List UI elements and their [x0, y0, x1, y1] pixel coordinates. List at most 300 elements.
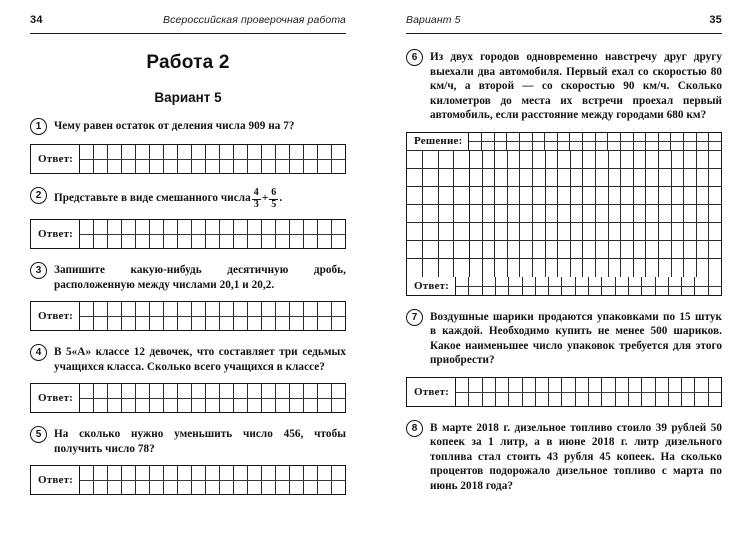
answer-grid[interactable]: [80, 302, 345, 330]
grid-cell[interactable]: [290, 384, 304, 412]
grid-cell[interactable]: [332, 145, 345, 173]
grid-cell[interactable]: [533, 133, 546, 150]
grid-cell[interactable]: [470, 241, 483, 258]
grid-cell[interactable]: [523, 378, 536, 406]
grid-cell[interactable]: [709, 378, 721, 406]
grid-cell[interactable]: [178, 466, 192, 494]
grid-cell[interactable]: [234, 220, 248, 248]
grid-cell[interactable]: [609, 187, 622, 204]
grid-cell[interactable]: [602, 378, 615, 406]
grid-cell[interactable]: [684, 259, 697, 277]
grid-cell[interactable]: [469, 133, 482, 150]
grid-cell[interactable]: [616, 378, 629, 406]
grid-cell[interactable]: [122, 302, 136, 330]
grid-cell[interactable]: [709, 151, 721, 168]
grid-cell[interactable]: [609, 169, 622, 186]
grid-cell[interactable]: [684, 205, 697, 222]
grid-cell[interactable]: [454, 169, 469, 186]
grid-cell[interactable]: [571, 259, 584, 277]
grid-cell[interactable]: [672, 205, 685, 222]
grid-cell[interactable]: [94, 466, 108, 494]
grid-cell[interactable]: [496, 378, 509, 406]
grid-cell[interactable]: [634, 133, 647, 150]
solution-grid-rows[interactable]: [407, 151, 721, 277]
grid-cell[interactable]: [602, 277, 615, 295]
grid-cell[interactable]: [470, 187, 483, 204]
grid-cell[interactable]: [192, 145, 206, 173]
grid-cell[interactable]: [523, 277, 536, 295]
grid-cell[interactable]: [672, 187, 685, 204]
grid-cell[interactable]: [108, 220, 122, 248]
grid-cell[interactable]: [150, 384, 164, 412]
grid-cell[interactable]: [136, 145, 150, 173]
task-2-answer-box[interactable]: [30, 219, 346, 249]
grid-cell[interactable]: [80, 145, 94, 173]
grid-cell[interactable]: [304, 145, 318, 173]
grid-cell[interactable]: [709, 277, 721, 295]
grid-cell[interactable]: [583, 259, 596, 277]
grid-cell[interactable]: [248, 384, 262, 412]
grid-cell[interactable]: [276, 145, 290, 173]
grid-cell[interactable]: [262, 384, 276, 412]
grid-cell[interactable]: [509, 378, 522, 406]
task-7-answer-box[interactable]: [406, 377, 722, 407]
grid-cell[interactable]: [439, 205, 455, 222]
grid-cell[interactable]: [596, 241, 609, 258]
grid-cell[interactable]: [646, 241, 659, 258]
grid-cell[interactable]: [439, 241, 455, 258]
grid-cell[interactable]: [220, 145, 234, 173]
grid-cell[interactable]: [646, 133, 659, 150]
grid-cell[interactable]: [558, 223, 571, 240]
grid-cell[interactable]: [709, 187, 721, 204]
answer-grid[interactable]: [80, 145, 345, 173]
grid-cell[interactable]: [659, 259, 672, 277]
grid-cell[interactable]: [248, 302, 262, 330]
grid-cell[interactable]: [546, 259, 559, 277]
grid-cell[interactable]: [407, 205, 423, 222]
grid-cell[interactable]: [684, 223, 697, 240]
solution-row-left-cells[interactable]: [407, 151, 470, 168]
grid-cell[interactable]: [234, 466, 248, 494]
grid-cell[interactable]: [709, 223, 721, 240]
grid-cell[interactable]: [709, 241, 721, 258]
grid-cell[interactable]: [684, 169, 697, 186]
grid-cell[interactable]: [583, 205, 596, 222]
grid-cell[interactable]: [621, 259, 634, 277]
grid-cell[interactable]: [496, 277, 509, 295]
solution-row[interactable]: [407, 151, 721, 169]
grid-cell[interactable]: [304, 466, 318, 494]
grid-cell[interactable]: [439, 259, 455, 277]
grid-cell[interactable]: [672, 259, 685, 277]
grid-cell[interactable]: [108, 302, 122, 330]
task-5-answer-box[interactable]: [30, 465, 346, 495]
grid-cell[interactable]: [454, 187, 469, 204]
grid-cell[interactable]: [634, 187, 647, 204]
grid-cell[interactable]: [659, 151, 672, 168]
grid-cell[interactable]: [220, 384, 234, 412]
answer-grid[interactable]: [456, 378, 721, 406]
grid-cell[interactable]: [536, 378, 549, 406]
grid-cell[interactable]: [80, 220, 94, 248]
task-4-answer-box[interactable]: [30, 383, 346, 413]
solution-row-cells[interactable]: [470, 259, 721, 277]
grid-cell[interactable]: [697, 169, 710, 186]
grid-cell[interactable]: [470, 169, 483, 186]
grid-cell[interactable]: [621, 223, 634, 240]
grid-cell[interactable]: [596, 205, 609, 222]
grid-cell[interactable]: [558, 187, 571, 204]
grid-cell[interactable]: [646, 187, 659, 204]
solution-row-cells[interactable]: [470, 205, 721, 222]
grid-cell[interactable]: [495, 133, 508, 150]
grid-cell[interactable]: [656, 378, 669, 406]
grid-cell[interactable]: [508, 205, 521, 222]
grid-cell[interactable]: [318, 145, 332, 173]
grid-cell[interactable]: [290, 466, 304, 494]
grid-cell[interactable]: [697, 151, 710, 168]
grid-cell[interactable]: [192, 466, 206, 494]
grid-cell[interactable]: [122, 384, 136, 412]
grid-cell[interactable]: [94, 145, 108, 173]
grid-cell[interactable]: [290, 220, 304, 248]
grid-cell[interactable]: [583, 133, 596, 150]
grid-cell[interactable]: [671, 133, 684, 150]
grid-cell[interactable]: [206, 466, 220, 494]
grid-cell[interactable]: [508, 169, 521, 186]
grid-cell[interactable]: [520, 223, 533, 240]
grid-cell[interactable]: [482, 133, 495, 150]
grid-cell[interactable]: [583, 241, 596, 258]
grid-cell[interactable]: [549, 277, 562, 295]
grid-cell[interactable]: [697, 133, 710, 150]
grid-cell[interactable]: [248, 145, 262, 173]
grid-cell[interactable]: [150, 220, 164, 248]
grid-cell[interactable]: [483, 187, 496, 204]
grid-cell[interactable]: [290, 302, 304, 330]
grid-cell[interactable]: [332, 302, 345, 330]
grid-cell[interactable]: [178, 302, 192, 330]
grid-cell[interactable]: [682, 378, 695, 406]
grid-cell[interactable]: [164, 466, 178, 494]
grid-cell[interactable]: [407, 187, 423, 204]
grid-cell[interactable]: [621, 169, 634, 186]
answer-grid[interactable]: [80, 220, 345, 248]
answer-grid[interactable]: [456, 277, 721, 295]
grid-cell[interactable]: [642, 277, 655, 295]
grid-cell[interactable]: [508, 241, 521, 258]
solution-row-left-cells[interactable]: [407, 205, 470, 222]
grid-cell[interactable]: [304, 302, 318, 330]
grid-cell[interactable]: [262, 302, 276, 330]
grid-cell[interactable]: [483, 151, 496, 168]
grid-cell[interactable]: [709, 169, 721, 186]
grid-cell[interactable]: [609, 151, 622, 168]
grid-cell[interactable]: [571, 223, 584, 240]
grid-cell[interactable]: [659, 169, 672, 186]
grid-cell[interactable]: [178, 220, 192, 248]
grid-cell[interactable]: [423, 187, 439, 204]
grid-cell[interactable]: [483, 223, 496, 240]
grid-cell[interactable]: [318, 384, 332, 412]
grid-cell[interactable]: [423, 223, 439, 240]
grid-cell[interactable]: [469, 277, 482, 295]
grid-cell[interactable]: [80, 384, 94, 412]
grid-cell[interactable]: [318, 302, 332, 330]
grid-cell[interactable]: [634, 169, 647, 186]
grid-cell[interactable]: [672, 241, 685, 258]
solution-answer-row[interactable]: [407, 277, 721, 295]
grid-cell[interactable]: [634, 205, 647, 222]
solution-row[interactable]: [407, 223, 721, 241]
grid-cell[interactable]: [332, 466, 345, 494]
grid-cell[interactable]: [709, 205, 721, 222]
grid-cell[interactable]: [549, 378, 562, 406]
grid-cell[interactable]: [332, 220, 345, 248]
grid-cell[interactable]: [220, 302, 234, 330]
solution-row-left-cells[interactable]: [407, 187, 470, 204]
grid-cell[interactable]: [220, 220, 234, 248]
grid-cell[interactable]: [304, 384, 318, 412]
grid-cell[interactable]: [621, 151, 634, 168]
grid-cell[interactable]: [546, 205, 559, 222]
grid-cell[interactable]: [439, 187, 455, 204]
grid-cell[interactable]: [576, 378, 589, 406]
grid-cell[interactable]: [672, 223, 685, 240]
grid-cell[interactable]: [533, 169, 546, 186]
solution-row-cells[interactable]: [470, 169, 721, 186]
grid-cell[interactable]: [470, 151, 483, 168]
grid-cell[interactable]: [248, 220, 262, 248]
grid-cell[interactable]: [545, 133, 558, 150]
grid-cell[interactable]: [621, 187, 634, 204]
grid-cell[interactable]: [589, 378, 602, 406]
grid-cell[interactable]: [439, 223, 455, 240]
grid-cell[interactable]: [656, 277, 669, 295]
grid-cell[interactable]: [248, 466, 262, 494]
grid-cell[interactable]: [533, 151, 546, 168]
grid-cell[interactable]: [439, 169, 455, 186]
grid-cell[interactable]: [634, 259, 647, 277]
grid-cell[interactable]: [164, 145, 178, 173]
grid-cell[interactable]: [659, 241, 672, 258]
grid-cell[interactable]: [262, 466, 276, 494]
grid-cell[interactable]: [407, 223, 423, 240]
grid-cell[interactable]: [423, 169, 439, 186]
task-3-answer-box[interactable]: [30, 301, 346, 331]
grid-cell[interactable]: [423, 241, 439, 258]
solution-row-left-cells[interactable]: [407, 241, 470, 258]
grid-cell[interactable]: [520, 151, 533, 168]
grid-cell[interactable]: [136, 384, 150, 412]
grid-cell[interactable]: [546, 223, 559, 240]
grid-cell[interactable]: [470, 223, 483, 240]
grid-cell[interactable]: [672, 169, 685, 186]
grid-cell[interactable]: [609, 241, 622, 258]
grid-cell[interactable]: [483, 241, 496, 258]
grid-cell[interactable]: [94, 220, 108, 248]
grid-cell[interactable]: [407, 151, 423, 168]
grid-cell[interactable]: [646, 259, 659, 277]
grid-cell[interactable]: [508, 259, 521, 277]
grid-cell[interactable]: [318, 466, 332, 494]
grid-cell[interactable]: [596, 223, 609, 240]
grid-cell[interactable]: [646, 205, 659, 222]
grid-cell[interactable]: [520, 187, 533, 204]
grid-cell[interactable]: [483, 169, 496, 186]
grid-cell[interactable]: [495, 259, 508, 277]
grid-cell[interactable]: [536, 277, 549, 295]
grid-cell[interactable]: [470, 205, 483, 222]
grid-cell[interactable]: [669, 277, 682, 295]
grid-cell[interactable]: [583, 187, 596, 204]
grid-cell[interactable]: [546, 241, 559, 258]
grid-cell[interactable]: [684, 241, 697, 258]
grid-cell[interactable]: [150, 302, 164, 330]
grid-cell[interactable]: [507, 133, 520, 150]
grid-cell[interactable]: [571, 205, 584, 222]
grid-cell[interactable]: [276, 220, 290, 248]
grid-cell[interactable]: [423, 259, 439, 277]
grid-cell[interactable]: [469, 378, 482, 406]
grid-cell[interactable]: [533, 241, 546, 258]
grid-cell[interactable]: [164, 220, 178, 248]
grid-cell[interactable]: [509, 277, 522, 295]
grid-cell[interactable]: [423, 151, 439, 168]
grid-cell[interactable]: [454, 259, 469, 277]
grid-cell[interactable]: [495, 169, 508, 186]
grid-cell[interactable]: [589, 277, 602, 295]
grid-cell[interactable]: [439, 151, 455, 168]
grid-cell[interactable]: [642, 378, 655, 406]
grid-cell[interactable]: [454, 151, 469, 168]
grid-cell[interactable]: [136, 466, 150, 494]
grid-cell[interactable]: [164, 384, 178, 412]
grid-cell[interactable]: [234, 145, 248, 173]
grid-cell[interactable]: [709, 133, 721, 150]
grid-cell[interactable]: [407, 241, 423, 258]
grid-cell[interactable]: [659, 133, 672, 150]
grid-cell[interactable]: [262, 145, 276, 173]
grid-cell[interactable]: [697, 223, 710, 240]
task-1-answer-box[interactable]: [30, 144, 346, 174]
grid-cell[interactable]: [562, 277, 575, 295]
solution-row-cells[interactable]: [470, 151, 721, 168]
grid-cell[interactable]: [454, 241, 469, 258]
grid-cell[interactable]: [609, 223, 622, 240]
solution-row[interactable]: [407, 169, 721, 187]
grid-cell[interactable]: [495, 187, 508, 204]
grid-cell[interactable]: [508, 187, 521, 204]
solution-row-cells[interactable]: [470, 187, 721, 204]
grid-cell[interactable]: [136, 302, 150, 330]
grid-cell[interactable]: [206, 145, 220, 173]
grid-cell[interactable]: [634, 151, 647, 168]
grid-cell[interactable]: [571, 151, 584, 168]
grid-cell[interactable]: [646, 223, 659, 240]
grid-cell[interactable]: [108, 466, 122, 494]
grid-cell[interactable]: [136, 220, 150, 248]
grid-cell[interactable]: [206, 302, 220, 330]
solution-row[interactable]: [407, 187, 721, 205]
grid-cell[interactable]: [164, 302, 178, 330]
grid-cell[interactable]: [150, 466, 164, 494]
grid-cell[interactable]: [456, 277, 469, 295]
grid-cell[interactable]: [558, 241, 571, 258]
solution-row-left-cells[interactable]: [407, 169, 470, 186]
grid-cell[interactable]: [546, 151, 559, 168]
grid-cell[interactable]: [596, 187, 609, 204]
grid-cell[interactable]: [616, 277, 629, 295]
grid-cell[interactable]: [520, 169, 533, 186]
grid-cell[interactable]: [483, 205, 496, 222]
solution-row-cells[interactable]: [470, 241, 721, 258]
grid-cell[interactable]: [483, 378, 496, 406]
grid-cell[interactable]: [571, 241, 584, 258]
grid-cell[interactable]: [634, 223, 647, 240]
grid-cell[interactable]: [646, 151, 659, 168]
grid-cell[interactable]: [533, 223, 546, 240]
grid-cell[interactable]: [304, 220, 318, 248]
grid-cell[interactable]: [80, 466, 94, 494]
grid-cell[interactable]: [483, 259, 496, 277]
grid-cell[interactable]: [520, 205, 533, 222]
grid-cell[interactable]: [672, 151, 685, 168]
grid-cell[interactable]: [122, 466, 136, 494]
grid-cell[interactable]: [571, 169, 584, 186]
grid-cell[interactable]: [621, 133, 634, 150]
grid-cell[interactable]: [290, 145, 304, 173]
grid-cell[interactable]: [609, 259, 622, 277]
grid-cell[interactable]: [596, 259, 609, 277]
grid-cell[interactable]: [407, 169, 423, 186]
grid-cell[interactable]: [558, 259, 571, 277]
grid-cell[interactable]: [318, 220, 332, 248]
grid-cell[interactable]: [470, 259, 483, 277]
grid-cell[interactable]: [192, 384, 206, 412]
grid-cell[interactable]: [122, 220, 136, 248]
grid-cell[interactable]: [520, 133, 533, 150]
grid-cell[interactable]: [646, 169, 659, 186]
grid-cell[interactable]: [546, 169, 559, 186]
grid-cell[interactable]: [495, 223, 508, 240]
grid-cell[interactable]: [407, 259, 423, 277]
answer-grid[interactable]: [80, 466, 345, 494]
grid-cell[interactable]: [533, 205, 546, 222]
solution-row-left-cells[interactable]: [407, 223, 470, 240]
solution-row-left-cells[interactable]: [407, 259, 470, 277]
grid-cell[interactable]: [508, 151, 521, 168]
grid-cell[interactable]: [558, 169, 571, 186]
grid-cell[interactable]: [596, 133, 609, 150]
solution-header-cells[interactable]: [469, 133, 721, 150]
grid-cell[interactable]: [558, 151, 571, 168]
grid-cell[interactable]: [533, 259, 546, 277]
grid-cell[interactable]: [108, 384, 122, 412]
grid-cell[interactable]: [483, 277, 496, 295]
grid-cell[interactable]: [576, 277, 589, 295]
grid-cell[interactable]: [596, 151, 609, 168]
solution-row[interactable]: [407, 205, 721, 223]
grid-cell[interactable]: [206, 220, 220, 248]
grid-cell[interactable]: [659, 223, 672, 240]
grid-cell[interactable]: [520, 241, 533, 258]
grid-cell[interactable]: [192, 302, 206, 330]
grid-cell[interactable]: [583, 169, 596, 186]
solution-header-row[interactable]: [407, 133, 721, 151]
grid-cell[interactable]: [495, 205, 508, 222]
